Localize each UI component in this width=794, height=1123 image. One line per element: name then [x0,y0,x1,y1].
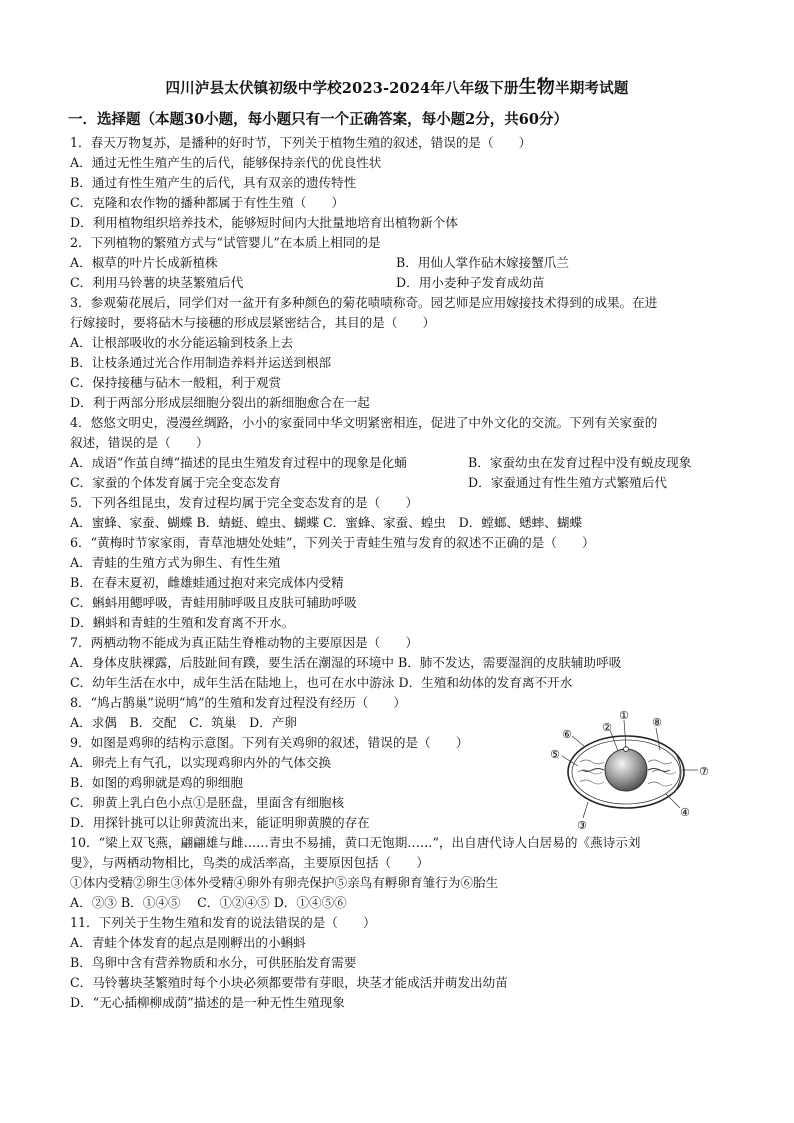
question-2-option-c: C．利用马铃薯的块茎繁殖后代 [70,275,244,290]
question-11-option-b: B．鸟卵中含有营养物质和水分，可供胚胎发育需要 [70,955,357,970]
question-2-option-b: B．用仙人掌作砧木嫁接蟹爪兰 [396,255,569,270]
question-2-option-d: D．用小麦种子发育成幼苗 [396,275,545,290]
question-9-option-a: A．卵壳上有气孔，以实现鸡卵内外的气体交换 [70,755,331,770]
question-10-stem-line-2: 叟》，与两栖动物相比，鸟类的成活率高，主要原因包括（ ） [70,855,429,870]
question-2-stem: 2．下列植物的繁殖方式与“试管婴儿”在本质上相同的是 [70,235,381,250]
question-10-options: A．②③ B．①④⑤ C．①②④⑤ D．①④⑤⑥ [70,895,347,910]
question-6-option-d: D．蝌蚪和青蛙的生殖和发育离不开水。 [70,615,295,630]
question-2-option-a: A．椒草的叶片长成新植株 [70,255,218,270]
leader-4 [666,794,680,808]
leader-6 [572,736,584,746]
question-5-options: A．蜜蜂、家蚕、蝴蝶 B．蜻蜓、蝗虫、蝴蝶 C．蜜蜂、家蚕、蝗虫 D．螳螂、蟋蟀、蝴蝶 [70,515,583,530]
label-8: ⑧ [652,716,662,729]
question-4-option-c: C．家蚕的个体发育属于完全变态发育 [70,475,282,490]
egg-structure-diagram [548,706,718,832]
question-4-stem-line-2: 叙述，错误的是（ ） [70,435,209,450]
question-1-option-d: D．利用植物组织培养技术，能够短时间内大批量地培育出植物新个体 [70,215,458,230]
title-subject: 生物 [518,77,556,98]
leader-3 [583,802,588,818]
question-7-options-cd: C．幼年生活在水中，成年生活在陆地上，也可在水中游泳 D．生殖和幼体的发育离不开水 [70,675,573,690]
question-9-stem: 9．如图是鸡卵的结构示意图。下列有关鸡卵的叙述，错误的是（ ） [70,735,469,750]
question-4-option-a: A．成语“作茧自缚”描述的昆虫生殖发育过程中的现象是化蛹 [70,455,407,470]
question-10-stem-line-3: ①体内受精②卵生③体外受精④卵外有卵壳保护⑤亲鸟有孵卵育雏行为⑥胎生 [70,875,499,890]
label-5: ⑤ [550,748,560,761]
question-3-option-a: A．让根部吸收的水分能运输到枝条上去 [70,335,294,350]
question-6-option-c: C．蝌蚪用鳃呼吸，青蛙用肺呼吸且皮肤可辅助呼吸 [70,595,357,610]
question-4-option-d: D．家蚕通过有性生殖方式繁殖后代 [468,475,668,490]
question-3-stem-line-1: 3．参观菊花展后，同学们对一盆开有多种颜色的菊花啧啧称奇。园艺师是应用嫁接技术得到的成果。在进 [70,295,658,310]
section-heading: 一．选择题（本题30小题，每小题只有一个正确答案，每小题2分，共60分） [68,111,568,128]
question-1-option-b: B．通过有性生殖产生的后代，具有双亲的遗传特性 [70,175,357,190]
question-6-option-a: A．青蛙的生殖方式为卵生、有性生殖 [70,555,281,570]
title-suffix: 半期考试题 [555,80,629,97]
question-9-option-c: C．卵黄上乳白色小点①是胚盘，里面含有细胞核 [70,795,345,810]
question-9-option-d: D．用探针挑可以让卵黄流出来，能证明卵黄膜的存在 [70,815,370,830]
question-7-options-ab: A．身体皮肤裸露，后肢趾间有蹼，要生活在潮湿的环境中 B．肺不发达，需要湿润的皮肤辅助呼吸 [70,655,622,670]
question-3-stem-line-2: 行嫁接时，要将砧木与接穗的形成层紧密结合，其目的是（ ） [70,315,436,330]
label-4: ④ [680,806,690,819]
label-7: ⑦ [699,765,709,778]
question-3-option-c: C．保持接穗与砧木一般粗，利于观赏 [70,375,282,390]
question-6-stem: 6．“黄梅时节家家雨，青草池塘处处蛙”，下列关于青蛙生殖与发育的叙述不正确的是（ ） [70,535,595,550]
question-8-options: A．求偶 B．交配 C．筑巢 D．产卵 [70,715,297,730]
question-4-stem-line-1: 4．悠悠文明史，漫漫丝绸路，小小的家蚕同中华文明紧密相连，促进了中外文化的交流。下列有关家蚕的 [70,415,658,430]
label-2: ② [602,721,612,734]
question-11-option-c: C．马铃薯块茎繁殖时每个小块必须都要带有芽眼，块茎才能成活并萌发出幼苗 [70,975,508,990]
question-4-option-b: B．家蚕幼虫在发育过程中没有蜕皮现象 [468,455,692,470]
question-3-option-b: B．让枝条通过光合作用制造养料并运送到根部 [70,355,332,370]
question-1-option-c: C．克隆和农作物的播种都属于有性生殖（ ） [70,195,345,210]
question-9-option-b: B．如图的鸡卵就是鸡的卵细胞 [70,775,243,790]
question-11-stem: 11．下列关于生物生殖和发育的说法错误的是（ ） [70,915,376,930]
label-6: ⑥ [562,728,572,741]
label-1: ① [619,709,629,722]
question-8-stem: 8．“鸠占鹊巢”说明“鸠”的生殖和发育过程没有经历（ ） [70,695,407,710]
question-7-stem: 7．两栖动物不能成为真正陆生脊椎动物的主要原因是（ ） [70,635,419,650]
page-title [0,73,794,99]
question-11-option-a: A．青蛙个体发育的起点是刚孵出的小蝌蚪 [70,935,306,950]
title-prefix: 四川泸县太伏镇初级中学校2023-2024年八年级下册 [165,80,519,97]
yolk [605,749,647,791]
question-1-stem: 1．春天万物复苏，是播种的好时节，下列关于植物生殖的叙述，错误的是（ ） [70,135,532,150]
question-5-stem: 5．下列各组昆虫，发育过程均属于完全变态发育的是（ ） [70,495,419,510]
label-3: ③ [577,819,587,832]
question-3-option-d: D．利于两部分形成层细胞分裂出的新细胞愈合在一起 [70,395,370,410]
question-10-stem-line-1: 10．“梁上双飞燕，翩翩雄与雌……青虫不易捕，黄口无饱期……”，出自唐代诗人白居易的《燕诗示刘 [70,835,641,850]
question-11-option-d: D．“无心插柳柳成荫”描述的是一种无性生殖现象 [70,995,345,1010]
question-1-option-a: A．通过无性生殖产生的后代，能够保持亲代的优良性状 [70,155,382,170]
question-6-option-b: B．在春末夏初，雌雄蛙通过抱对来完成体内受精 [70,575,344,590]
